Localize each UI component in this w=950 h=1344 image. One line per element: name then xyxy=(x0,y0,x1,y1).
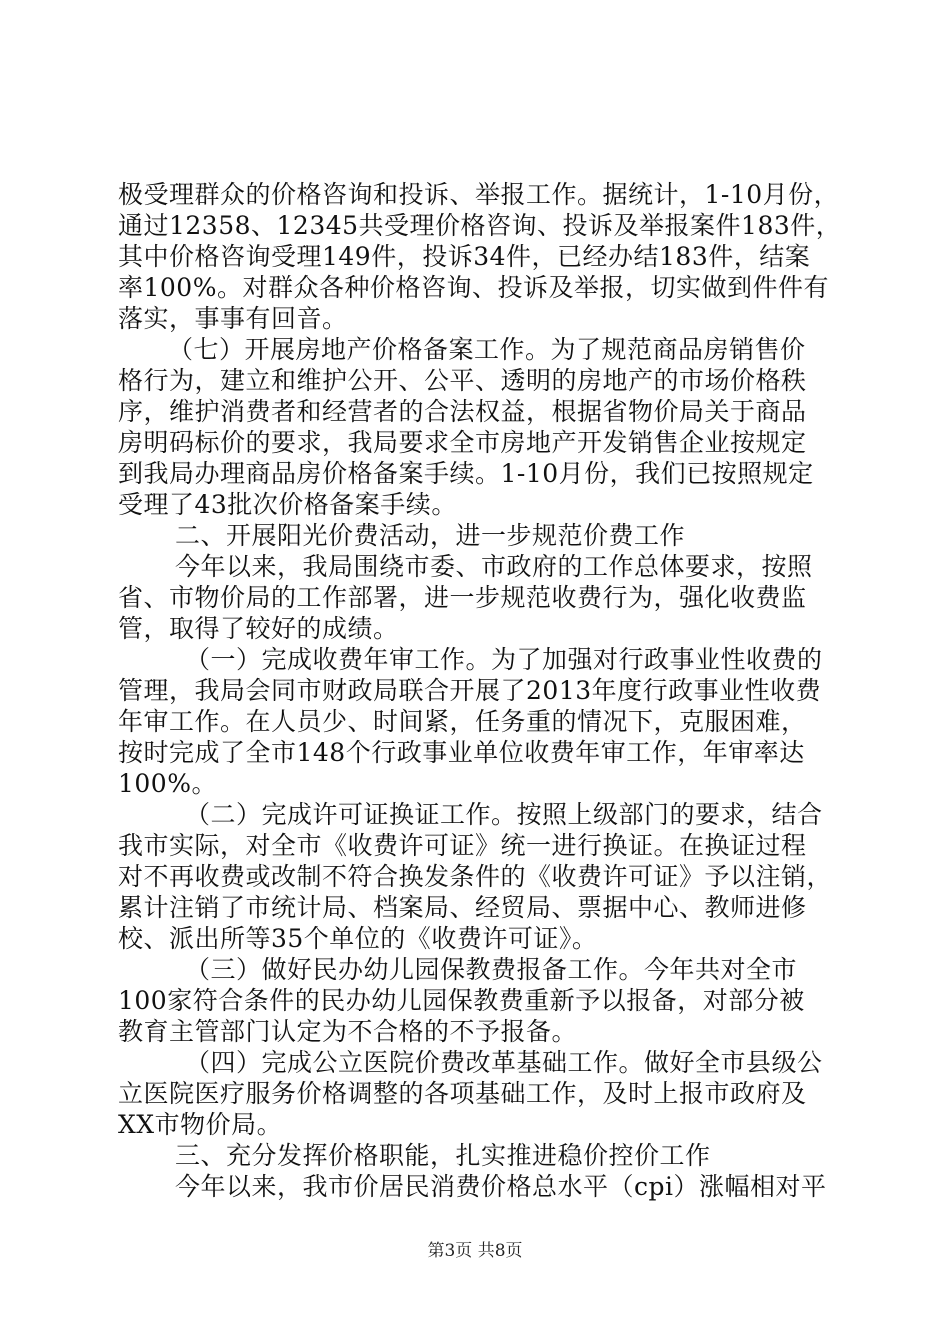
text-line: 校、派出所等35个单位的《收费许可证》。 xyxy=(118,924,598,953)
text-line: XX市物价局。 xyxy=(118,1110,283,1139)
text-line: （二）完成许可证换证工作。按照上级部门的要求，结合 xyxy=(185,800,823,829)
text-line: 对不再收费或改制不符合换发条件的《收费许可证》予以注销， xyxy=(118,862,833,891)
text-line: 管理，我局会同市财政局联合开展了2013年度行政事业性收费 xyxy=(118,676,822,705)
section-heading: 二、开展阳光价费活动，进一步规范价费工作 xyxy=(175,521,686,550)
text-line: 率100%。对群众各种价格咨询、投诉及举报，切实做到件件有 xyxy=(118,273,829,302)
text-line: 100家符合条件的民办幼儿园保教费重新予以报备，对部分被 xyxy=(118,986,805,1015)
text-line: 今年以来，我市价居民消费价格总水平（cpi）涨幅相对平 xyxy=(175,1172,827,1201)
text-line: 按时完成了全市148个行政事业单位收费年审工作，年审率达 xyxy=(118,738,805,767)
text-line: 极受理群众的价格咨询和投诉、举报工作。据统计，1-10月份， xyxy=(118,180,840,209)
text-line: 受理了43批次价格备案手续。 xyxy=(118,490,457,519)
text-line: 格行为，建立和维护公开、公平、透明的房地产的市场价格秩 xyxy=(118,366,807,395)
text-line: 房明码标价的要求，我局要求全市房地产开发销售企业按规定 xyxy=(118,428,807,457)
text-line: 省、市物价局的工作部署，进一步规范收费行为，强化收费监 xyxy=(118,583,807,612)
text-line: 到我局办理商品房价格备案手续。1-10月份，我们已按照规定 xyxy=(118,459,814,488)
text-line: 序，维护消费者和经营者的合法权益，根据省物价局关于商品 xyxy=(118,397,807,426)
text-line: 管，取得了较好的成绩。 xyxy=(118,614,399,643)
text-line: （三）做好民办幼儿园保教费报备工作。今年共对全市 xyxy=(185,955,798,984)
text-line: 落实，事事有回音。 xyxy=(118,304,348,333)
page-number-footer: 第3页 共8页 xyxy=(427,1241,523,1261)
text-line: 累计注销了市统计局、档案局、经贸局、票据中心、教师进修 xyxy=(118,893,807,922)
text-line: （七）开展房地产价格备案工作。为了规范商品房销售价 xyxy=(168,335,806,364)
text-line: 教育主管部门认定为不合格的不予报备。 xyxy=(118,1017,578,1046)
text-line: 其中价格咨询受理149件，投诉34件，已经办结183件，结案 xyxy=(118,242,811,271)
section-heading: 三、充分发挥价格职能，扎实推进稳价控价工作 xyxy=(175,1141,711,1170)
text-line: （四）完成公立医院价费改革基础工作。做好全市县级公 xyxy=(185,1048,823,1077)
text-line: （一）完成收费年审工作。为了加强对行政事业性收费的 xyxy=(185,645,823,674)
text-line: 今年以来，我局围绕市委、市政府的工作总体要求，按照 xyxy=(175,552,813,581)
text-line: 年审工作。在人员少、时间紧，任务重的情况下，克服困难， xyxy=(118,707,807,736)
text-line: 立医院医疗服务价格调整的各项基础工作，及时上报市政府及 xyxy=(118,1079,807,1108)
text-line: 100%。 xyxy=(118,769,217,798)
text-line: 我市实际，对全市《收费许可证》统一进行换证。在换证过程 xyxy=(118,831,807,860)
text-line: 通过12358、12345共受理价格咨询、投诉及举报案件183件， xyxy=(118,211,842,240)
